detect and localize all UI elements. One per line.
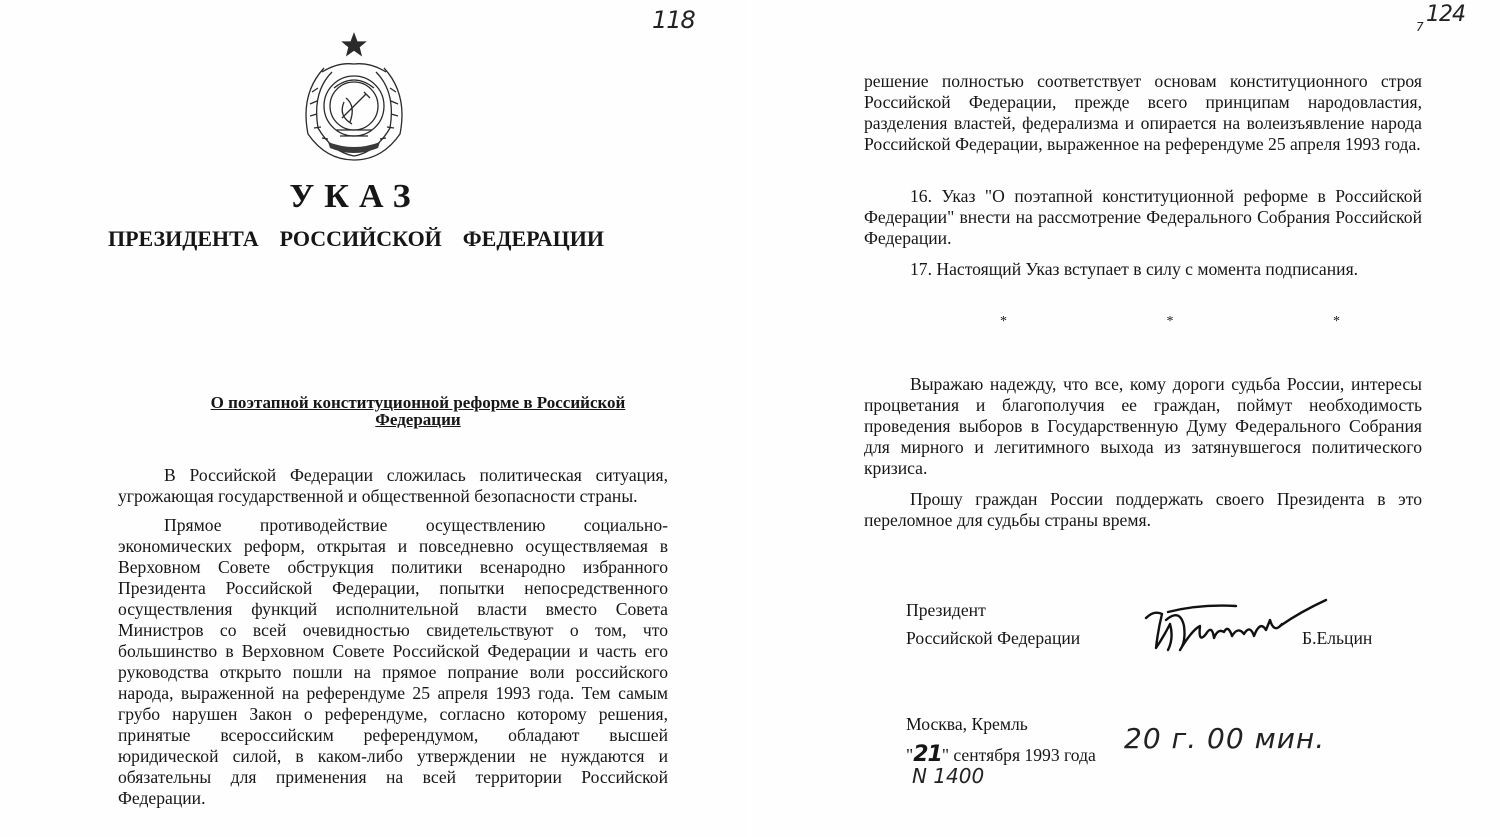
appeal-paragraph: Прошу граждан России поддержать своего Президента в это переломное для судьбы страны время. — [864, 489, 1422, 530]
paragraph-continuation: решение полностью соответствует основам конституционного строя Российской Федерации, прежде всего принципам народовластия, разделения властей, федерализма и опирается на волеизъявление народа Российской Федерации, выраженное на референдуме 25 апреля 1993 года. — [864, 71, 1422, 154]
signatory-name: Б.Ельцин — [1302, 628, 1373, 648]
decree-title: О поэтапной конституционной реформе в Российской Федерации — [210, 393, 626, 429]
archive-number-right: 124 — [1426, 2, 1465, 27]
decree-number: N 1400 — [912, 764, 985, 788]
section-separator — [1000, 314, 1340, 330]
paragraph: В Российской Федерации сложилась политическая ситуация, угрожающая государственной и общественной безопасности страны. — [118, 465, 668, 506]
asterisk: * — [1000, 314, 1007, 329]
archive-number-small: 7 — [1416, 20, 1424, 34]
date-day-handwritten: 21 — [913, 742, 942, 767]
place-of-signing: Москва, Кремль — [906, 714, 1028, 734]
date-rest: сентября 1993 года — [949, 745, 1096, 765]
date-quote: " — [906, 745, 914, 765]
handwritten-time-note: 20 г. 00 мин. — [1124, 722, 1326, 755]
decree-heading: УКАЗ — [289, 178, 421, 215]
paragraph: Прямое противодействие осуществлению социально-экономических реформ, открытая и повседневно осуществляемая в Верховном Совете обструкция политики всенародно избранного Президента Российской Федерации, попытки непосредственного осуществления функций исполнительной власти вместо Совета Министров со всей очевидностью свидетельствуют о том, что большинство в Верховном Совете Российской Федерации и часть его руководства открыто пошли на прямое попрание воли российского народа, выраженной на референдуме 25 апреля 1993 года. Тем самым грубо нарушен Закон о референдуме, согласно которому решения, принятые всероссийским референдумом, обладают высшей юридической силой, в каком-либо утверждении не нуждаются и обязательны для применения на всей территории Российской Федерации. — [118, 515, 668, 808]
signatory-role-line: Президент — [906, 600, 986, 620]
clause-17: 17. Настоящий Указ вступает в силу с момента подписания. — [910, 259, 1359, 279]
page-gutter — [748, 0, 752, 837]
rsfsr-emblem-icon — [292, 32, 416, 162]
appeal-paragraph: Выражаю надежду, что все, кому дороги судьба России, интересы процветания и благополучия ее граждан, поймут необходимость проведения выборов в Государственную Думу Федерального Собрания для мирного и легитимного выхода из затянувшегося политического кризиса. — [864, 374, 1422, 478]
clause-16: 16. Указ "О поэтапной конституционной реформе в Российской Федерации" внести на рассмотрение Федерального Собрания Российской Федерации. — [864, 186, 1422, 248]
asterisk: * — [1166, 314, 1174, 329]
archive-number-left: 118 — [652, 6, 695, 34]
date-quote: " — [941, 745, 949, 765]
signatory-role-line: Российской Федерации — [906, 628, 1081, 648]
signatory-title — [906, 596, 1080, 652]
asterisk: * — [1333, 314, 1340, 329]
decree-subheading: ПРЕЗИДЕНТА РОССИЙСКОЙ ФЕДЕРАЦИИ — [108, 226, 604, 251]
